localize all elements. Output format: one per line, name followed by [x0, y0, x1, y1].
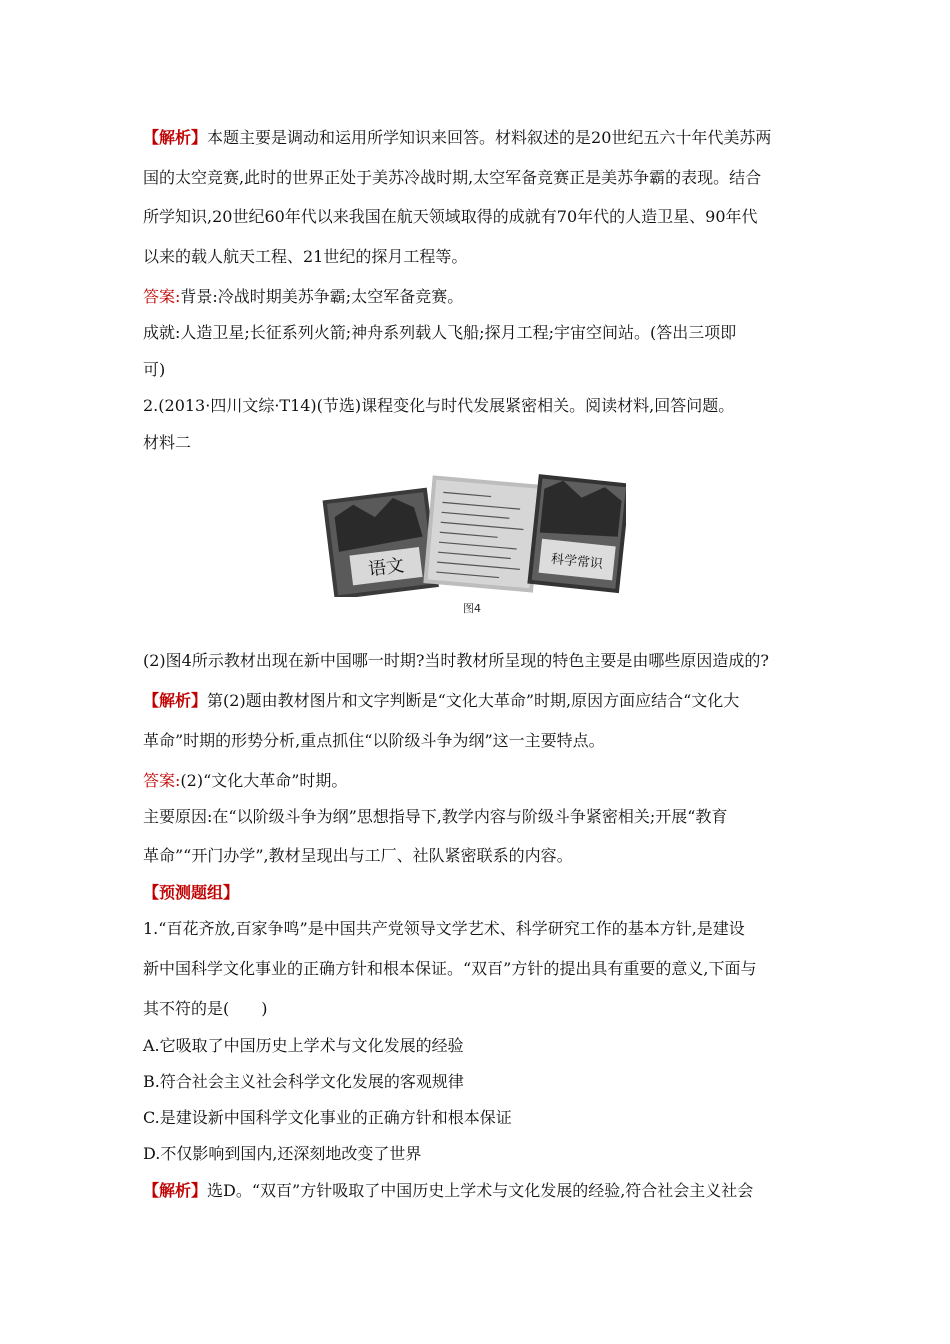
answer-tag: 答案:: [143, 287, 181, 306]
answer1-line3: 可): [143, 360, 166, 379]
textbook-photo: [318, 472, 626, 597]
right-textbook: [527, 474, 626, 593]
answer2-line2: 主要原因:在“以阶级斗争为纲”思想指导下,教学内容与阶级斗争紧密相关;开展“教育: [143, 807, 728, 826]
analysis-tag: 【解析】: [143, 128, 208, 147]
option-a: A.它吸取了中国历史上学术与文化发展的经验: [143, 1036, 464, 1055]
analysis-tag: 【解析】: [143, 1181, 208, 1200]
analysis-tag: 【解析】: [143, 691, 208, 710]
analysis1-line4: 以来的载人航天工程、21世纪的探月工程等。: [143, 247, 468, 266]
right-book-title: 科学常识: [550, 551, 604, 573]
prediction-q1-line1: 1.“百花齐放,百家争鸣”是中国共产党领导文学艺术、科学研究工作的基本方针,是建设: [143, 919, 745, 938]
figure-caption: 图4: [463, 602, 481, 615]
left-book-title: 语文: [367, 555, 406, 581]
option-c: C.是建设新中国科学文化事业的正确方针和根本保证: [143, 1108, 512, 1127]
answer1-line1: 答案:背景:冷战时期美苏争霸;太空军备竞赛。: [143, 287, 464, 306]
answer2-line3: 革命”“开门办学”,教材呈现出与工厂、社队紧密联系的内容。: [143, 846, 573, 865]
prediction-q1-line2: 新中国科学文化事业的正确方针和根本保证。“双百”方针的提出具有重要的意义,下面与: [143, 959, 757, 978]
option-d: D.不仅影响到国内,还深刻地改变了世界: [143, 1144, 422, 1163]
left-textbook: [323, 488, 439, 597]
prediction-analysis: 【解析】选D。“双百”方针吸取了中国历史上学术与文化发展的经验,符合社会主义社会: [143, 1181, 754, 1200]
material-label: 材料二: [143, 433, 192, 452]
prediction-q1-line3: 其不符的是( ): [143, 999, 268, 1018]
prediction-heading: 【预测题组】: [143, 883, 240, 902]
analysis2-line1: 【解析】第(2)题由教材图片和文字判断是“文化大革命”时期,原因方面应结合“文化大: [143, 691, 740, 710]
question2-stem: 2.(2013·四川文综·T14)(节选)课程变化与时代发展紧密相关。阅读材料,回答问题。: [143, 396, 735, 415]
middle-textbook: [423, 475, 542, 592]
analysis1-line3: 所学知识,20世纪60年代以来我国在航天领域取得的成就有70年代的人造卫星、90年代: [143, 207, 758, 226]
answer2-line1: 答案:(2)“文化大革命”时期。: [143, 771, 348, 790]
answer-tag: 答案:: [143, 771, 181, 790]
answer1-line2: 成就:人造卫星;长征系列火箭;神舟系列载人飞船;探月工程;宇宙空间站。(答出三项即: [143, 323, 737, 342]
analysis1-line2: 国的太空竞赛,此时的世界正处于美苏冷战时期,太空军备竞赛正是美苏争霸的表现。结合: [143, 168, 762, 187]
question2-sub2: (2)图4所示教材出现在新中国哪一时期?当时教材所呈现的特色主要是由哪些原因造成的?: [143, 651, 770, 670]
option-b: B.符合社会主义社会科学文化发展的客观规律: [143, 1072, 464, 1091]
textbook-figure: [318, 472, 626, 615]
analysis2-line2: 革命”时期的形势分析,重点抓住“以阶级斗争为纲”这一主要特点。: [143, 731, 605, 750]
analysis1-line1: 【解析】本题主要是调动和运用所学知识来回答。材料叙述的是20世纪五六十年代美苏两: [143, 128, 772, 147]
